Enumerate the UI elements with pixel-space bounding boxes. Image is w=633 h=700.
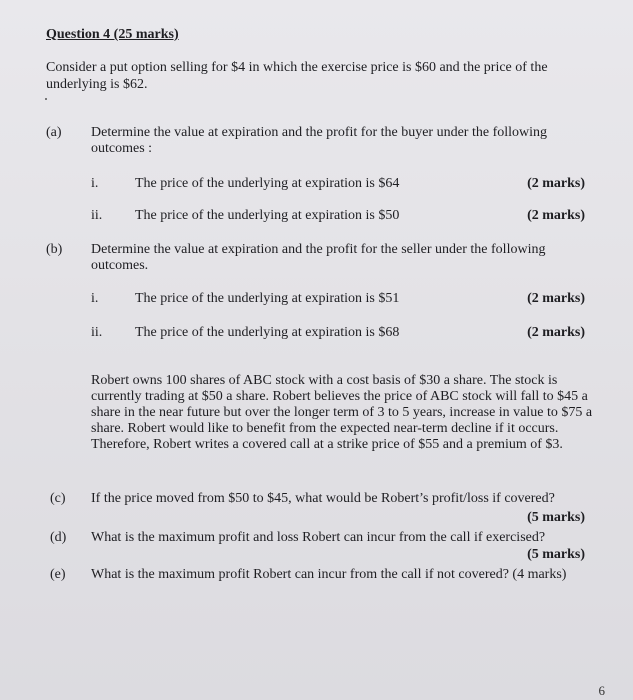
part-b-item-1-marks: (2 marks) <box>527 291 585 306</box>
scenario-paragraph: Robert owns 100 shares of ABC stock with a cost basis of $30 a share. The stock is currently trading at $50 a share. Robert believes the price of ABC stock will fall to $45 a share in the near future but over the longer term of 3 to 5 years, increase in value to $75 a share. Robert would like to benefit from the expected near-term decline if it occurs. Therefore, Robert writes a covered call at a strike price of $55 and a premium of $3. <box>91 373 593 452</box>
part-b-label: (b) <box>46 242 63 257</box>
part-b-item-2-roman: ii. <box>91 325 103 340</box>
part-d-label: (d) <box>50 530 67 545</box>
question-heading: Question 4 (25 marks) <box>46 27 179 42</box>
part-b-item-1-roman: i. <box>91 291 99 306</box>
part-b-item-1-text: The price of the underlying at expiration is $51 <box>135 291 400 306</box>
part-e-label: (e) <box>50 567 66 582</box>
part-a-item-2-marks: (2 marks) <box>527 208 585 223</box>
part-c-marks: (5 marks) <box>527 510 585 525</box>
part-a-item-2-text: The price of the underlying at expiration is $50 <box>135 208 400 223</box>
part-b-text: Determine the value at expiration and the profit for the seller under the following outcomes. <box>91 242 546 273</box>
part-a-text: Determine the value at expiration and the profit for the buyer under the following outcomes : <box>91 125 548 156</box>
part-a-item-2-roman: ii. <box>91 208 103 223</box>
part-a-label: (a) <box>46 125 62 140</box>
part-a-item-1-marks: (2 marks) <box>527 176 585 191</box>
part-d-text: What is the maximum profit and loss Robert can incur from the call if exercised? <box>91 530 546 545</box>
part-e-text: What is the maximum profit Robert can incur from the call if not covered? (4 marks) <box>91 567 567 582</box>
part-b-item-2-marks: (2 marks) <box>527 325 585 340</box>
part-b-item-2-text: The price of the underlying at expiration is $68 <box>135 325 400 340</box>
part-c-label: (c) <box>50 491 66 506</box>
part-c-text: If the price moved from $50 to $45, what would be Robert’s profit/loss if covered? <box>91 491 555 506</box>
page-number: 6 <box>598 683 605 698</box>
part-a-item-1-roman: i. <box>91 176 99 191</box>
intro-paragraph: Consider a put option selling for $4 in which the exercise price is $60 and the price of the underlying is $62. <box>46 60 548 92</box>
part-d-marks: (5 marks) <box>527 547 585 562</box>
part-a-item-1-text: The price of the underlying at expiration is $64 <box>135 176 400 191</box>
stray-mark <box>45 98 47 100</box>
